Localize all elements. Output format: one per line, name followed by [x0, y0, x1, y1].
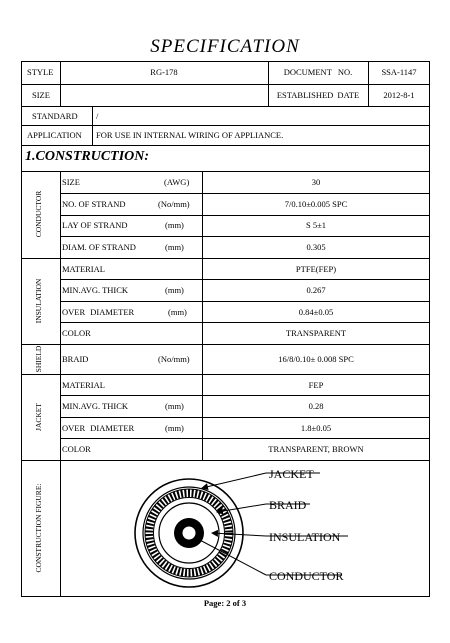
shield-unit: (No/mm) [158, 354, 190, 364]
style-label: STYLE [27, 67, 54, 77]
conductor-value: 30 [311, 177, 321, 187]
insulation-value: TRANSPARENT [285, 328, 347, 338]
conductor-value: S 5±1 [305, 220, 327, 230]
group-label-shield: SHIELD [34, 345, 43, 373]
size-label: SIZE [32, 90, 50, 100]
application-value: FOR USE IN INTERNAL WIRING OF APPLIANCE. [96, 130, 284, 140]
section-title: 1.CONSTRUCTION: [25, 149, 150, 164]
shield-value: 16/8/0.10± 0.008 SPC [278, 354, 354, 364]
group-label-insulation: INSULATION [34, 278, 43, 324]
conductor-value: 7/0.10±0.005 SPC [284, 199, 348, 209]
conductor-item: NO. OF STRAND [62, 199, 126, 209]
standard-value: / [96, 111, 99, 121]
jacket-item: MATERIAL [62, 380, 105, 390]
shield-item: BRAID [62, 354, 89, 364]
style-value: RG-178 [150, 67, 178, 77]
document-value: SSA-1147 [381, 67, 417, 77]
conductor-unit: (mm) [165, 242, 184, 252]
figure-label: CONSTRUCTION FIGURE: [34, 483, 43, 573]
jacket-value: FEP [308, 380, 324, 390]
insulation-unit: (mm) [168, 307, 187, 317]
jacket-value: 1.8±0.05 [300, 423, 332, 433]
standard-label: STANDARD [32, 111, 78, 121]
page-footer: Page: 2 of 3 [203, 598, 247, 608]
conductor-item: DIAM. OF STRAND [62, 242, 136, 252]
established-value: 2012-8-1 [383, 90, 415, 100]
callout-braid: BRAID [269, 498, 307, 512]
insulation-unit: (mm) [165, 285, 184, 295]
callout-conductor: CONDUCTOR [269, 569, 344, 583]
document-label: DOCUMENT NO. [283, 67, 353, 77]
group-label-jacket: JACKET [34, 403, 43, 431]
jacket-value: 0.28 [308, 401, 324, 411]
insulation-item: MIN.AVG. THICK [62, 285, 129, 295]
conductor-unit: (No/mm) [158, 199, 190, 209]
insulation-item: COLOR [62, 328, 91, 338]
insulation-value: 0.267 [306, 285, 326, 295]
jacket-unit: (mm) [165, 423, 184, 433]
insulation-value: PTFE(FEP) [295, 264, 337, 274]
jacket-value: TRANSPARENT, BROWN [268, 444, 364, 454]
callout-insulation: INSULATION [269, 530, 341, 544]
conductor-value: 0.305 [306, 242, 326, 252]
jacket-item: MIN.AVG. THICK [62, 401, 129, 411]
insulation-value: 0.84±0.05 [298, 307, 334, 317]
established-label: ESTABLISHED DATE [276, 90, 360, 100]
application-label: APPLICATION [27, 130, 82, 140]
insulation-item: OVER DIAMETER [62, 307, 135, 317]
conductor-item: SIZE [62, 177, 80, 187]
jacket-item: OVER DIAMETER [62, 423, 135, 433]
callout-jacket: JACKET [269, 467, 314, 481]
conductor-item: LAY OF STRAND [62, 220, 128, 230]
conductor-unit: (mm) [165, 220, 184, 230]
group-label-conductor: CONDUCTOR [34, 190, 43, 238]
conductor-unit: (AWG) [164, 177, 190, 187]
jacket-item: COLOR [62, 444, 91, 454]
page-title: SPECIFICATION [150, 36, 300, 57]
insulation-item: MATERIAL [62, 264, 105, 274]
jacket-unit: (mm) [165, 401, 184, 411]
